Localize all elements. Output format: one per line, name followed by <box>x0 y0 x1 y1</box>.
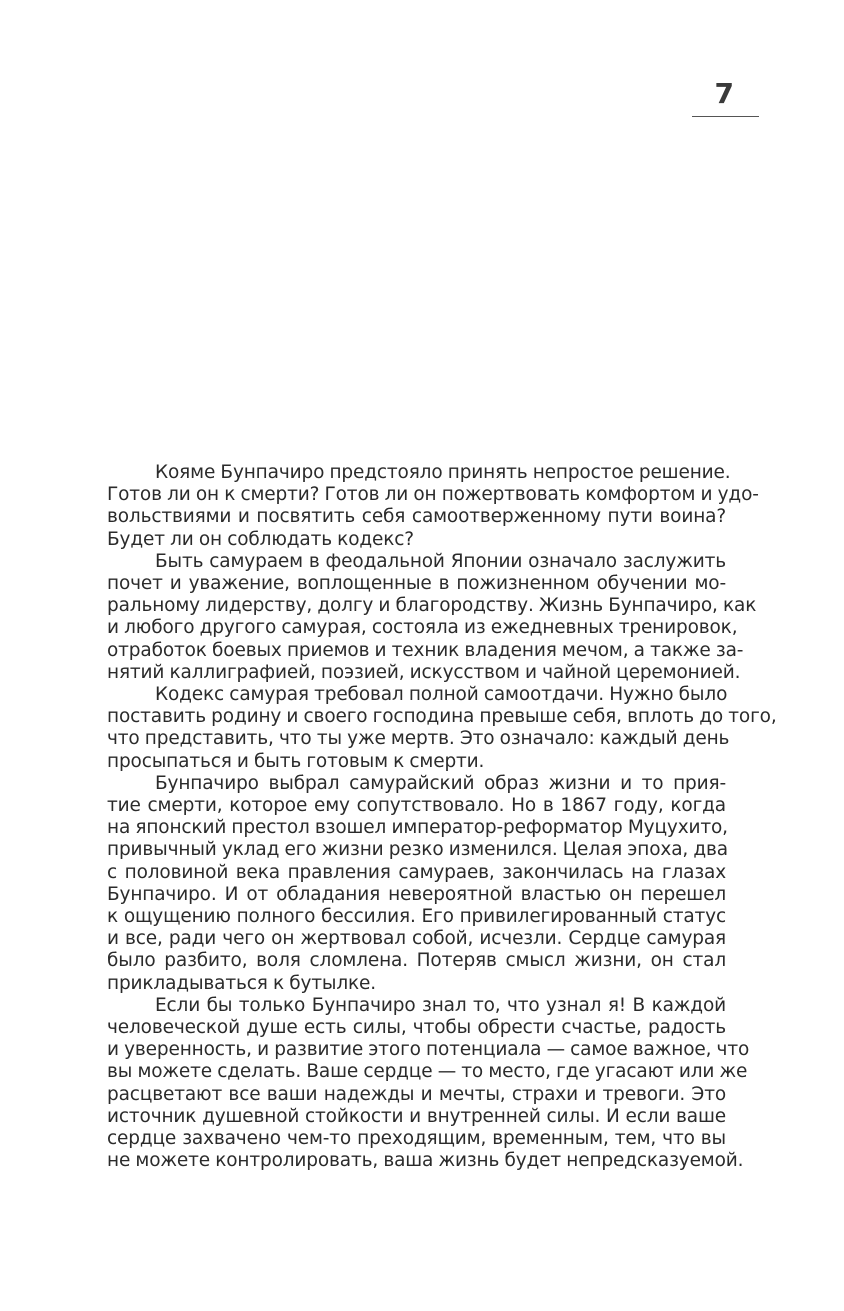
text-line: просыпаться и быть готовым к смерти. <box>107 750 485 772</box>
text-line: Если бы только Бунпачиро знал то, что узнал я! В каждой <box>155 994 726 1016</box>
paragraph <box>107 462 759 551</box>
text-line: вольствиями и посвятить себя самоотверженному пути воина? <box>107 506 726 528</box>
text-line: сердце захвачено чем-то преходящим, временным, тем, что вы <box>107 1128 726 1150</box>
page-header <box>692 78 759 118</box>
text-line: вы можете сделать. Ваше сердце — то место, где угасают или же <box>107 1061 748 1083</box>
text-line: отработок боевых приемов и техник владения мечом, а также за- <box>107 639 744 661</box>
text-line: и все, ради чего он жертвовал собой, исчезли. Сердце самурая <box>107 928 726 950</box>
paragraph <box>107 684 777 773</box>
paragraph <box>107 994 750 1173</box>
text-line: Будет ли он соблюдать кодекс? <box>107 528 414 550</box>
paragraph <box>107 773 726 995</box>
text-line: тие смерти, которое ему сопутствовало. Но в 1867 году, когда <box>107 795 726 817</box>
text-line: ральному лидерству, долгу и благородству. Жизнь Бунпачиро, как <box>107 595 757 617</box>
text-line: человеческой душе есть силы, чтобы обрести счастье, радость <box>107 1017 726 1039</box>
paragraph <box>107 550 757 684</box>
text-line: Готов ли он к смерти? Готов ли он пожертвовать комфортом и удо- <box>107 484 759 506</box>
text-line: источник душевной стойкости и внутренней силы. И если ваше <box>107 1105 726 1127</box>
text-line: почет и уважение, воплощенные в пожизненном обучении мо- <box>107 573 726 595</box>
text-line: было разбито, воля сломлена. Потеряв смысл жизни, он стал <box>107 950 726 972</box>
text-line: Кодекс самурая требовал полной самоотдачи. Нужно было <box>155 684 728 706</box>
text-line: и любого другого самурая, состояла из ежедневных тренировок, <box>107 617 738 639</box>
text-line: Бунпачиро выбрал самурайский образ жизни и то прия- <box>155 772 726 794</box>
text-line: поставить родину и своего господина превыше себя, вплоть до того, <box>107 706 777 728</box>
text-line: с половиной века правления самураев, закончилась на глазах <box>107 861 726 883</box>
header-rule <box>692 116 759 117</box>
text-line: не можете контролировать, ваша жизнь будет непредсказуемой. <box>107 1150 744 1172</box>
text-line: на японский престол взошел император-реформатор Муцухито, <box>107 817 728 839</box>
text-line: что представить, что ты уже мертв. Это означало: каждый день <box>107 728 730 750</box>
text-line: расцветают все ваши надежды и мечты, страхи и тревоги. Это <box>107 1083 726 1105</box>
text-line: привычный уклад его жизни резко изменился. Целая эпоха, два <box>107 839 728 861</box>
text-line: прикладываться к бутылке. <box>107 972 377 994</box>
text-line: Бунпачиро. И от обладания невероятной властью он перешел <box>107 883 726 905</box>
text-line: и уверенность, и развитие этого потенциала — самое важное, что <box>107 1039 750 1061</box>
text-line: нятий каллиграфией, поэзией, искусством и чайной церемонией. <box>107 661 741 683</box>
text-line: Быть самураем в феодальной Японии означало заслужить <box>155 550 726 572</box>
body-text <box>107 462 777 1173</box>
text-line: Кояме Бунпачиро предстояло принять непростое решение. <box>155 462 731 483</box>
page-number: 7 <box>714 77 734 110</box>
text-line: к ощущению полного бессилия. Его привилегированный статус <box>107 906 726 928</box>
